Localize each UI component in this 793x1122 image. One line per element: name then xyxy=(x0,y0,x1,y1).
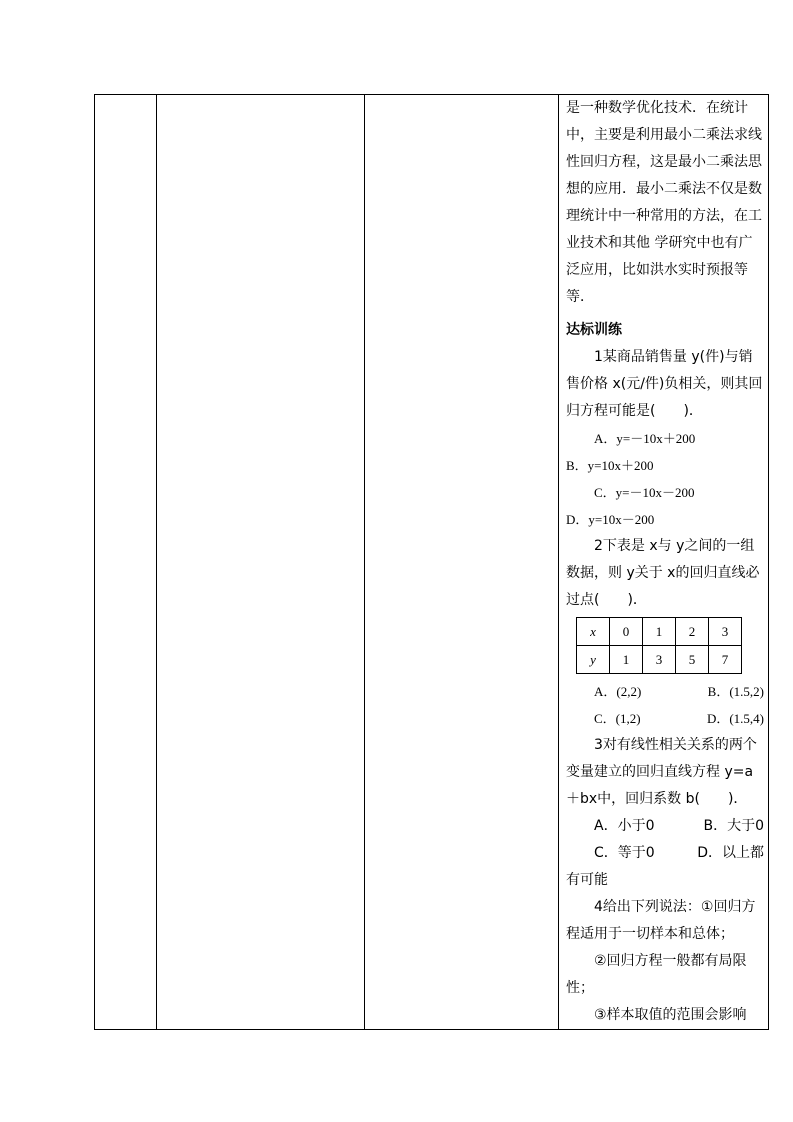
q2-option-a: A．(2,2) xyxy=(594,684,642,699)
intro-line: 中，主要是利用最小二乘法求线 xyxy=(566,127,762,143)
q1-option-c: C．y=－10x－200 xyxy=(594,485,695,500)
layout-table xyxy=(94,94,769,1030)
q2-option-d: D．(1.5,4) xyxy=(706,711,764,726)
q3-option-a: A．小于0 xyxy=(594,818,655,834)
table-cell: 0 xyxy=(610,618,643,646)
intro-line: 业技术和其他 学研究中也有广 xyxy=(566,235,753,251)
q1-option-d: D．y=10x－200 xyxy=(566,512,655,527)
q3-line: 3对有线性相关关系的两个 xyxy=(594,737,757,753)
q1-line: 售价格 x(元/件)负相关，则其回 xyxy=(566,376,763,392)
q3-option-d: D．以上都 xyxy=(697,845,764,861)
q3-options-row xyxy=(566,813,764,840)
table-cell: 2 xyxy=(676,618,709,646)
intro-line: 理统计中一种常用的方法，在工 xyxy=(566,208,762,224)
table-cell: 1 xyxy=(610,646,643,674)
q4-line: 4给出下列说法：①回归方 xyxy=(594,899,756,915)
table-cell: 5 xyxy=(676,646,709,674)
intro-line: 等． xyxy=(566,289,594,305)
q3-tail: 有可能 xyxy=(566,872,608,888)
y-header: y xyxy=(577,646,610,674)
intro-line: 是一种数学优化技术．在统计 xyxy=(566,100,748,116)
q1-line: 归方程可能是( )． xyxy=(566,403,703,419)
q1-option-b: B．y=10x＋200 xyxy=(566,458,654,473)
table-cell: 1 xyxy=(643,618,676,646)
q2-options-row xyxy=(566,678,764,705)
table-row xyxy=(577,618,742,646)
table-row xyxy=(577,646,742,674)
column-2-cell xyxy=(157,95,365,1030)
q3-line: ＋bx中，回归系数 b( )． xyxy=(566,791,748,807)
q2-line: 2下表是 x与 y之间的一组 xyxy=(594,538,755,554)
q3-option-c: C．等于0 xyxy=(594,845,655,861)
column-3-cell xyxy=(365,95,559,1030)
intro-line: 泛应用，比如洪水实时预报等 xyxy=(566,262,748,278)
q3-options-row xyxy=(566,840,764,867)
x-header: x xyxy=(577,618,610,646)
content-cell xyxy=(559,95,769,1030)
q1-option-a: A．y=－10x＋200 xyxy=(594,431,696,446)
q2-option-c: C．(1,2) xyxy=(594,711,641,726)
q1-line: 1某商品销售量 y(件)与销 xyxy=(594,349,753,365)
content-column xyxy=(559,95,768,1029)
xy-data-table xyxy=(576,617,742,674)
q4-line: 性； xyxy=(566,980,594,996)
q3-line: 变量建立的回归直线方程 y=a xyxy=(566,764,754,780)
q2-option-b: B．(1.5,2) xyxy=(707,684,764,699)
intro-line: 性回归方程，这是最小二乘法思 xyxy=(566,154,762,170)
q4-line: ②回归方程一般都有局限 xyxy=(594,953,747,969)
q4-line: 程适用于一切样本和总体； xyxy=(566,926,734,942)
section-title: 达标训练 xyxy=(566,322,622,338)
q2-line: 过点( )． xyxy=(566,592,647,608)
table-cell: 7 xyxy=(709,646,742,674)
table-cell: 3 xyxy=(709,618,742,646)
q2-line: 数据，则 y关于 x的回归直线必 xyxy=(566,565,760,581)
q3-option-b: B．大于0 xyxy=(703,818,764,834)
q2-options-row xyxy=(566,705,764,732)
intro-line: 想的应用．最小二乘法不仅是数 xyxy=(566,181,762,197)
column-1-cell xyxy=(95,95,157,1030)
q4-line: ③样本取值的范围会影响 xyxy=(594,1007,747,1023)
table-cell: 3 xyxy=(643,646,676,674)
